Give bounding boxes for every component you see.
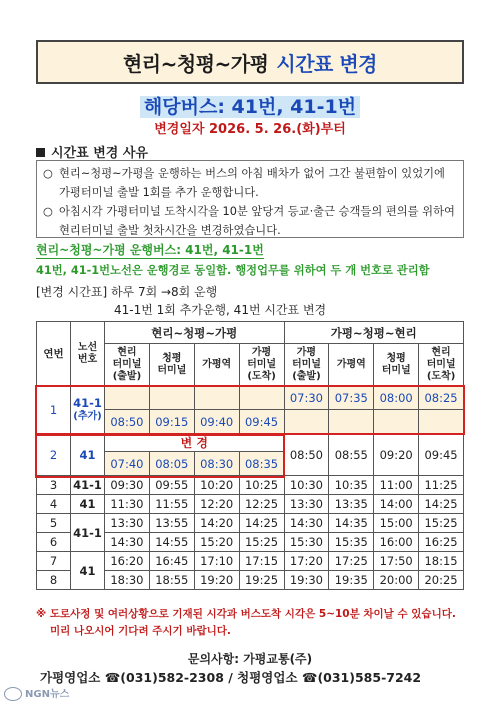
route-tag: (추가) (73, 410, 102, 422)
row-route: 41-1 (71, 514, 105, 552)
time-cell: 09:45 (419, 434, 464, 476)
row-no: 2 (37, 434, 71, 476)
time-cell: 13:35 (329, 495, 374, 514)
empty-cell (239, 386, 284, 410)
time-cell: 15:25 (239, 533, 284, 552)
time-cell: 15:25 (419, 514, 464, 533)
time-cell: 14:25 (419, 495, 464, 514)
time-cell: 15:20 (194, 533, 239, 552)
group-b-header: 가평~청평~현리 (284, 322, 464, 344)
time-cell: 15:30 (284, 533, 329, 552)
time-cell: 08:30 (194, 452, 239, 476)
sub-header: 청평 터미널 (374, 344, 419, 386)
row-route: 41 (71, 552, 105, 590)
bus-line: 현리~청평~가평 운행버스: 41번, 41-1번 (36, 243, 264, 257)
time-cell: 09:30 (105, 476, 150, 495)
time-cell: 08:00 (374, 386, 419, 410)
time-cell: 11:30 (105, 495, 150, 514)
col-no-header: 연번 (37, 322, 71, 386)
section-heading-text: 시간표 변경 사유 (51, 146, 148, 161)
time-cell: 08:55 (329, 434, 374, 476)
time-cell: 13:30 (105, 514, 150, 533)
time-cell: 09:45 (239, 410, 284, 434)
title-banner (36, 40, 464, 84)
sub-header: 현리 터미널 (도착) (419, 344, 464, 386)
time-cell: 17:25 (329, 552, 374, 571)
time-cell: 09:15 (149, 410, 194, 434)
row-no: 7 (37, 552, 71, 571)
subtitle (0, 92, 500, 119)
time-cell: 12:20 (194, 495, 239, 514)
time-cell: 18:55 (149, 571, 194, 590)
time-cell: 20:00 (374, 571, 419, 590)
circle-bullet-icon: ○ (43, 167, 53, 180)
time-cell: 19:25 (239, 571, 284, 590)
time-cell: 08:50 (105, 410, 150, 434)
time-cell: 07:40 (105, 452, 150, 476)
time-cell: 12:25 (239, 495, 284, 514)
footnote-line1: ※ 도로사정 및 여러상황으로 기재된 시각과 버스도착 시각은 5~10분 차이날 수 있습니다. (36, 608, 456, 620)
title-route: 현리~청평~가평 (122, 51, 269, 76)
sub-header: 가평역 (194, 344, 239, 386)
col-route-header: 노선 번호 (71, 322, 105, 386)
logo-icon (4, 687, 22, 701)
time-cell: 09:40 (194, 410, 239, 434)
time-cell: 19:20 (194, 571, 239, 590)
empty-cell (419, 410, 464, 434)
time-cell: 17:50 (374, 552, 419, 571)
empty-cell (105, 386, 150, 410)
time-cell: 20:25 (419, 571, 464, 590)
title-change: 시간표 변경 (276, 51, 377, 76)
time-cell: 10:20 (194, 476, 239, 495)
time-cell: 16:00 (374, 533, 419, 552)
row-route (71, 386, 105, 434)
time-cell: 08:50 (284, 434, 329, 476)
time-cell: 17:20 (284, 552, 329, 571)
time-cell: 18:15 (419, 552, 464, 571)
change-summary-line2: 41-1번 1회 추가운행, 41번 시간표 변경 (114, 303, 327, 317)
row-no: 4 (37, 495, 71, 514)
row-no: 8 (37, 571, 71, 590)
reason-text: 현리~청평~가평을 운행하는 버스의 아침 배차가 없어 그간 불편함이 있었기에 가평터미널 출발 1회를 추가 운행합니다. (59, 167, 445, 199)
change-summary-line1: [변경 시간표] 하루 7회 →8회 운행 (36, 285, 218, 299)
empty-cell (329, 410, 374, 434)
reason-item (43, 164, 457, 202)
time-cell: 10:25 (239, 476, 284, 495)
footnote (36, 606, 456, 640)
reason-item (43, 202, 457, 240)
time-cell: 10:35 (329, 476, 374, 495)
row-route: 41 (71, 495, 105, 514)
change-label: 변 경 (105, 434, 285, 452)
time-cell: 09:20 (374, 434, 419, 476)
time-cell: 16:45 (149, 552, 194, 571)
route-number: 41-1 (73, 395, 102, 410)
circle-bullet-icon: ○ (43, 205, 53, 218)
logo-text: NGN뉴스 (25, 689, 70, 700)
time-cell: 14:55 (149, 533, 194, 552)
time-cell: 19:30 (284, 571, 329, 590)
empty-cell (374, 410, 419, 434)
time-cell: 08:35 (239, 452, 284, 476)
time-cell: 09:55 (149, 476, 194, 495)
time-cell: 18:30 (105, 571, 150, 590)
time-cell: 07:35 (329, 386, 374, 410)
time-cell: 19:35 (329, 571, 374, 590)
subtitle-text: 해당버스: 41번, 41-1번 (140, 96, 360, 118)
time-cell: 11:00 (374, 476, 419, 495)
time-cell: 14:25 (239, 514, 284, 533)
square-bullet-icon (36, 148, 45, 157)
time-cell: 14:30 (284, 514, 329, 533)
empty-cell (284, 410, 329, 434)
time-cell: 17:15 (239, 552, 284, 571)
time-cell: 14:00 (374, 495, 419, 514)
sub-header: 가평 터미널 (도착) (239, 344, 284, 386)
time-cell: 15:35 (329, 533, 374, 552)
change-date: 변경일자 2026. 5. 26.(화)부터 (154, 122, 346, 137)
time-cell: 16:25 (419, 533, 464, 552)
empty-cell (194, 386, 239, 410)
time-cell: 13:30 (284, 495, 329, 514)
reason-box (36, 160, 464, 238)
group-a-header: 현리~청평~가평 (105, 322, 285, 344)
note-line: 41번, 41-1번노선은 운행경로 동일함. 행정업무를 위하여 두 개 번호로 관리함 (36, 264, 430, 277)
row-route: 41-1 (71, 476, 105, 495)
time-cell: 08:05 (149, 452, 194, 476)
contact-line: 문의사항: 가평교통(주) (187, 652, 313, 666)
time-cell: 16:20 (105, 552, 150, 571)
reason-text: 아침시각 가평터미널 도착시각을 10분 앞당겨 등교·출근 승객들의 편의를 위하여 현리터미널 출발 첫차시간을 변경하였습니다. (59, 205, 455, 237)
row-route: 41 (71, 434, 105, 476)
sub-header: 청평 터미널 (149, 344, 194, 386)
time-cell: 10:30 (284, 476, 329, 495)
row-no: 1 (37, 386, 71, 434)
time-cell: 07:30 (284, 386, 329, 410)
time-cell: 14:20 (194, 514, 239, 533)
sub-header: 가평역 (329, 344, 374, 386)
footnote-line2: 미리 나오시어 기다려 주시기 바랍니다. (50, 625, 231, 637)
row-no: 5 (37, 514, 71, 533)
row-no: 3 (37, 476, 71, 495)
time-cell: 11:55 (149, 495, 194, 514)
sub-header: 가평 터미널 (출발) (284, 344, 329, 386)
timetable (36, 321, 464, 590)
time-cell: 17:10 (194, 552, 239, 571)
phone-numbers: 가평영업소 ☎(031)582-2308 / 청평영업소 ☎(031)585-7242 (40, 670, 422, 685)
section-heading (36, 142, 148, 161)
time-cell: 14:35 (329, 514, 374, 533)
empty-cell (149, 386, 194, 410)
time-cell: 14:30 (105, 533, 150, 552)
time-cell: 15:00 (374, 514, 419, 533)
time-cell: 13:55 (149, 514, 194, 533)
time-cell: 11:25 (419, 476, 464, 495)
row-no: 6 (37, 533, 71, 552)
time-cell: 08:25 (419, 386, 464, 410)
sub-header: 현리 터미널 (출발) (105, 344, 150, 386)
news-logo (4, 685, 69, 701)
